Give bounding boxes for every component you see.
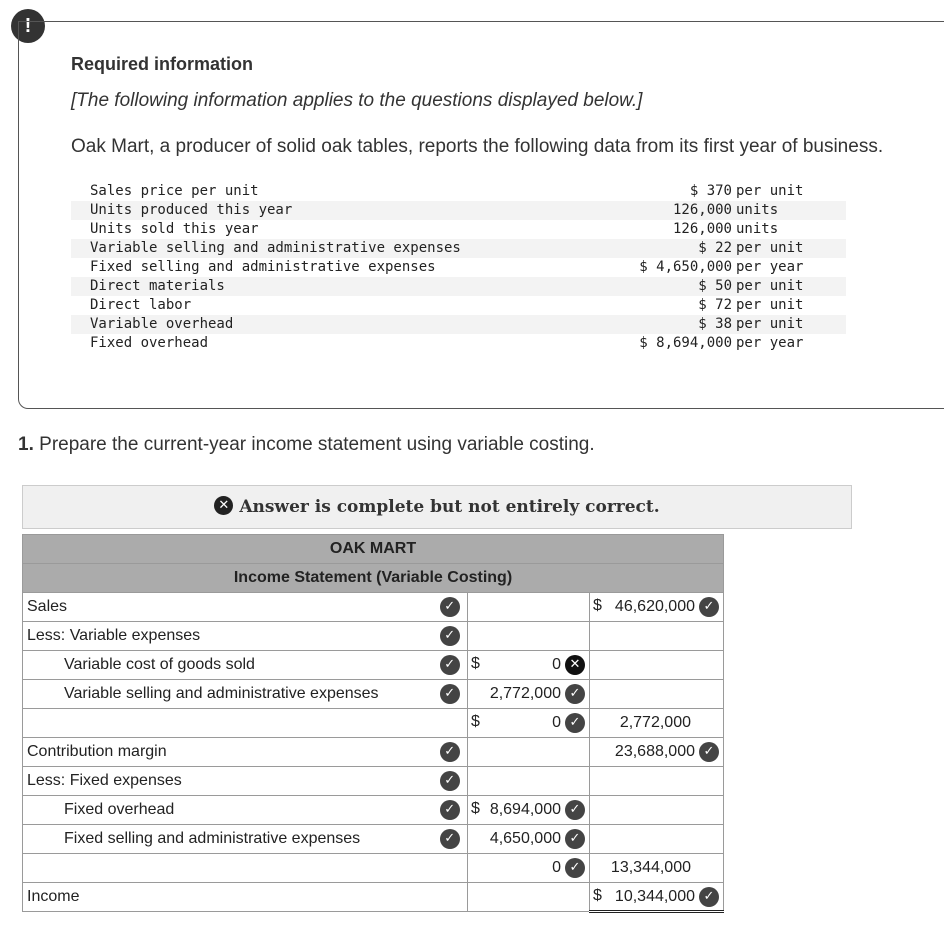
vsa-label[interactable]: Variable selling and administrative expenses — [23, 680, 433, 709]
given-data-table — [71, 182, 846, 353]
total-input[interactable] — [590, 767, 724, 796]
table-row — [23, 854, 724, 883]
total-fixed-inner-value: 0 — [552, 859, 561, 876]
check-icon: ✓ — [565, 829, 585, 849]
sales-value: 46,620,000 — [614, 598, 695, 615]
check-icon: ✓ — [440, 829, 460, 849]
question-text: Prepare the current-year income statement using variable costing. — [39, 434, 595, 455]
contribution-margin-value: 23,688,000 — [614, 743, 695, 760]
income-value: 10,344,000 — [614, 887, 695, 905]
blank-label-input[interactable] — [23, 854, 433, 883]
check-icon: ✓ — [440, 684, 460, 704]
answer-status-banner — [22, 485, 852, 529]
table-row — [23, 767, 724, 796]
amount-input[interactable] — [468, 767, 590, 796]
statement-title: Income Statement (Variable Costing) — [23, 564, 724, 593]
check-icon: ✓ — [565, 713, 585, 733]
less-variable-label[interactable]: Less: Variable expenses — [23, 622, 433, 651]
question-number: 1. — [18, 434, 34, 455]
check-icon: ✓ — [440, 800, 460, 820]
check-icon: ✓ — [699, 887, 719, 907]
fixed-sa-label[interactable]: Fixed selling and administrative expenses — [23, 825, 433, 854]
amount-input[interactable]: $ 0 ✕ — [468, 651, 590, 680]
required-information-title: Required information — [71, 54, 254, 74]
table-row — [23, 680, 724, 709]
check-icon: ✓ — [440, 655, 460, 675]
alert-icon: ! — [11, 9, 45, 43]
amount-input[interactable]: $ 0 ✓ — [468, 709, 590, 738]
total-variable-value: 2,772,000 — [619, 713, 691, 731]
vsa-value: 2,772,000 — [489, 685, 561, 702]
total-variable-inner-value: 0 — [552, 714, 561, 731]
fixed-overhead-value: 8,694,000 — [489, 801, 561, 818]
data-row: Direct labor $ 72 per unit — [90, 297, 804, 313]
sales-label[interactable]: Sales — [23, 593, 433, 622]
check-icon: ✓ — [565, 858, 585, 878]
data-row: Units sold this year 126,000 units — [90, 221, 779, 237]
vcogs-value: 0 — [552, 656, 561, 673]
fixed-sa-value: 4,650,000 — [489, 830, 561, 847]
answer-status-text: Answer is complete but not entirely correct. — [239, 497, 660, 517]
blank-label-input[interactable] — [23, 709, 433, 738]
data-row: Units produced this year 126,000 units — [71, 201, 846, 220]
table-row — [23, 709, 724, 738]
total-input[interactable] — [590, 680, 724, 709]
problem-intro: Oak Mart, a producer of solid oak tables, reports the following data from its first year of business. — [71, 136, 884, 157]
check-icon: ✓ — [699, 597, 719, 617]
table-row — [23, 738, 724, 767]
data-row: Sales price per unit $ 370 per unit — [90, 183, 804, 199]
data-row: Fixed selling and administrative expenses $ 4,650,000 per year — [90, 259, 804, 275]
data-row: Direct materials $ 50 per unit — [71, 277, 846, 296]
amount-input[interactable] — [468, 738, 590, 767]
total-input[interactable]: $ 46,620,000 ✓ — [590, 593, 724, 622]
table-row — [23, 825, 724, 854]
total-input[interactable] — [590, 651, 724, 680]
check-icon: ✓ — [440, 597, 460, 617]
company-name: OAK MART — [23, 535, 724, 564]
check-icon: ✓ — [699, 742, 719, 762]
amount-input[interactable] — [468, 883, 590, 912]
total-input[interactable] — [590, 709, 724, 738]
data-row: Variable overhead $ 38 per unit — [71, 315, 846, 334]
required-information-note: [The following information applies to the questions displayed below.] — [71, 90, 643, 111]
amount-input[interactable] — [468, 854, 590, 883]
table-row — [23, 622, 724, 651]
check-icon: ✓ — [440, 771, 460, 791]
table-row — [23, 593, 724, 622]
vcogs-label[interactable]: Variable cost of goods sold — [23, 651, 433, 680]
contribution-margin-label[interactable]: Contribution margin — [23, 738, 433, 767]
amount-input[interactable] — [468, 622, 590, 651]
data-row: Fixed overhead $ 8,694,000 per year — [90, 335, 804, 351]
data-row: Variable selling and administrative expenses $ 22 per unit — [71, 239, 846, 258]
total-fixed-value: 13,344,000 — [610, 858, 691, 876]
total-input[interactable] — [590, 825, 724, 854]
amount-input[interactable] — [468, 825, 590, 854]
total-input[interactable] — [590, 622, 724, 651]
check-icon: ✓ — [440, 626, 460, 646]
table-row — [23, 651, 724, 680]
total-input[interactable]: $ 10,344,000 ✓ — [590, 883, 724, 912]
income-label[interactable]: Income — [23, 883, 433, 912]
table-row — [23, 796, 724, 825]
check-icon: ✓ — [565, 684, 585, 704]
income-statement-table — [22, 534, 724, 913]
total-input[interactable] — [590, 854, 724, 883]
question-prompt — [18, 434, 595, 456]
amount-input[interactable] — [468, 593, 590, 622]
fixed-overhead-label[interactable]: Fixed overhead — [23, 796, 433, 825]
incorrect-icon: ✕ — [565, 655, 585, 675]
less-fixed-label[interactable]: Less: Fixed expenses — [23, 767, 433, 796]
check-icon: ✓ — [565, 800, 585, 820]
total-input[interactable] — [590, 796, 724, 825]
total-input[interactable] — [590, 738, 724, 767]
incorrect-icon: ✕ — [214, 496, 233, 515]
check-icon: ✓ — [440, 742, 460, 762]
amount-input[interactable] — [468, 680, 590, 709]
table-row — [23, 883, 724, 912]
amount-input[interactable]: $ 8,694,000 ✓ — [468, 796, 590, 825]
